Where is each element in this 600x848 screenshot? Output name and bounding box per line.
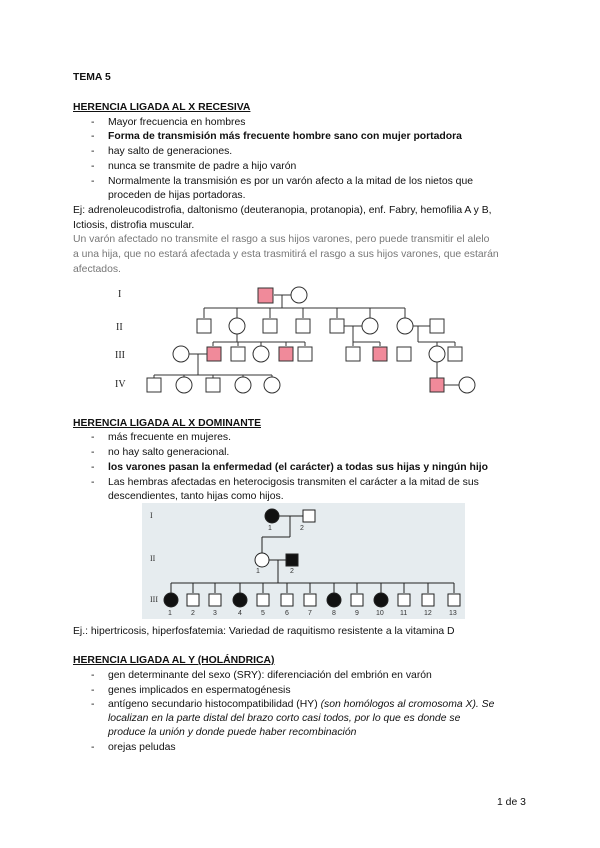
section-heading-holandrica: HERENCIA LIGADA AL Y (HOLÁNDRICA) (73, 655, 275, 666)
note-text: Un varón afectado no transmite el rasgo a sus hijos varones, pero puede transmitir el alelo (73, 234, 490, 245)
example-text: Ictiosis, distrofia muscular. (73, 220, 195, 231)
individual-label: 1 (168, 610, 172, 617)
bullet-text: Las hembras afectadas en heterocigosis transmiten el carácter a la mitad de sus (108, 477, 479, 488)
bullet-text-continued: produce la unión y donde puede haber recombinación (108, 727, 357, 738)
bullet-dash: - (91, 176, 95, 187)
individual-label: 7 (308, 610, 312, 617)
generation-label: III (115, 350, 125, 361)
bullet-text (108, 698, 494, 712)
bullet-dash: - (91, 477, 95, 488)
individual-label: 1 (268, 525, 272, 532)
generation-label: I (150, 511, 153, 520)
note-text: a una hija, que no estará afectada y esta trasmitirá el rasgo a sus hijos varones, que estarán (73, 249, 499, 260)
page-number: 1 de 3 (497, 797, 526, 808)
individual-label: 2 (300, 525, 304, 532)
bullet-text-continued: localizan en la parte distal del brazo corto casi todos, por lo que es donde se (108, 713, 461, 724)
individual-label: 2 (191, 610, 195, 617)
individual-label: 3 (213, 610, 217, 617)
example-text: Ej: adrenoleucodistrofia, daltonismo (deuteranopia, protanopia), enf. Fabry, hemofilia A y B, (73, 205, 492, 216)
individual-label: 9 (355, 610, 359, 617)
pedigree-dominante (142, 503, 465, 619)
individual-label: 11 (400, 610, 408, 617)
individual-label: 5 (261, 610, 265, 617)
bullet-text: Normalmente la transmisión es por un varón afecto a la mitad de los nietos que (108, 176, 474, 187)
individual-label: 10 (376, 610, 384, 617)
bullet-text: nunca se transmite de padre a hijo varón (108, 161, 297, 172)
bullet-text: gen determinante del sexo (SRY): diferenciación del embrión en varón (108, 670, 432, 681)
bullet-dash: - (91, 161, 95, 172)
bullet-dash: - (91, 685, 95, 696)
bullet-dash: - (91, 742, 95, 753)
individual-label: 1 (256, 568, 260, 575)
bullet-text: orejas peludas (108, 742, 176, 753)
generation-label: II (150, 554, 156, 563)
bullet-text: genes implicados en espermatogénesis (108, 685, 291, 696)
individual-label: 12 (424, 610, 432, 617)
page-title: TEMA 5 (73, 72, 111, 83)
bullet-text-continued: descendientes, tanto hijas como hijos. (108, 491, 284, 502)
bullet-text: más frecuente en mujeres. (108, 432, 232, 443)
section-heading-recesiva: HERENCIA LIGADA AL X RECESIVA (73, 102, 251, 113)
bullet-text: Forma de transmisión más frecuente hombre sano con mujer portadora (108, 131, 462, 142)
bullet-text: los varones pasan la enfermedad (el carácter) a todas sus hijas y ningún hijo (108, 462, 488, 473)
bullet-dash: - (91, 699, 95, 710)
generation-label: III (150, 595, 158, 604)
bullet-dash: - (91, 117, 95, 128)
note-text: afectados. (73, 264, 121, 275)
bullet-text-plain: antígeno secundario histocompatibilidad (HY) (108, 699, 321, 710)
bullet-text: no hay salto generacional. (108, 447, 230, 458)
generation-label: IV (115, 379, 126, 390)
individual-label: 2 (290, 568, 294, 575)
bullet-dash: - (91, 432, 95, 443)
generation-label: I (118, 289, 122, 300)
bullet-dash: - (91, 131, 95, 142)
bullet-text-italic: (son homólogos al cromosoma X). Se (320, 699, 495, 710)
bullet-text: Mayor frecuencia en hombres (108, 117, 246, 128)
bullet-text-continued: proceden de hijas portadoras. (108, 190, 246, 201)
bullet-dash: - (91, 146, 95, 157)
section-heading-dominante: HERENCIA LIGADA AL X DOMINANTE (73, 418, 261, 429)
example-text: Ej.: hipertricosis, hiperfosfatemia: Variedad de raquitismo resistente a la vitamina D (73, 626, 455, 637)
bullet-dash: - (91, 670, 95, 681)
individual-label: 4 (238, 610, 242, 617)
individual-label: 13 (449, 610, 457, 617)
bullet-text: hay salto de generaciones. (108, 146, 233, 157)
pedigree-recesiva (100, 278, 485, 400)
generation-label: II (116, 322, 123, 333)
bullet-dash: - (91, 447, 95, 458)
individual-label: 6 (285, 610, 289, 617)
bullet-dash: - (91, 462, 95, 473)
individual-label: 8 (332, 610, 336, 617)
